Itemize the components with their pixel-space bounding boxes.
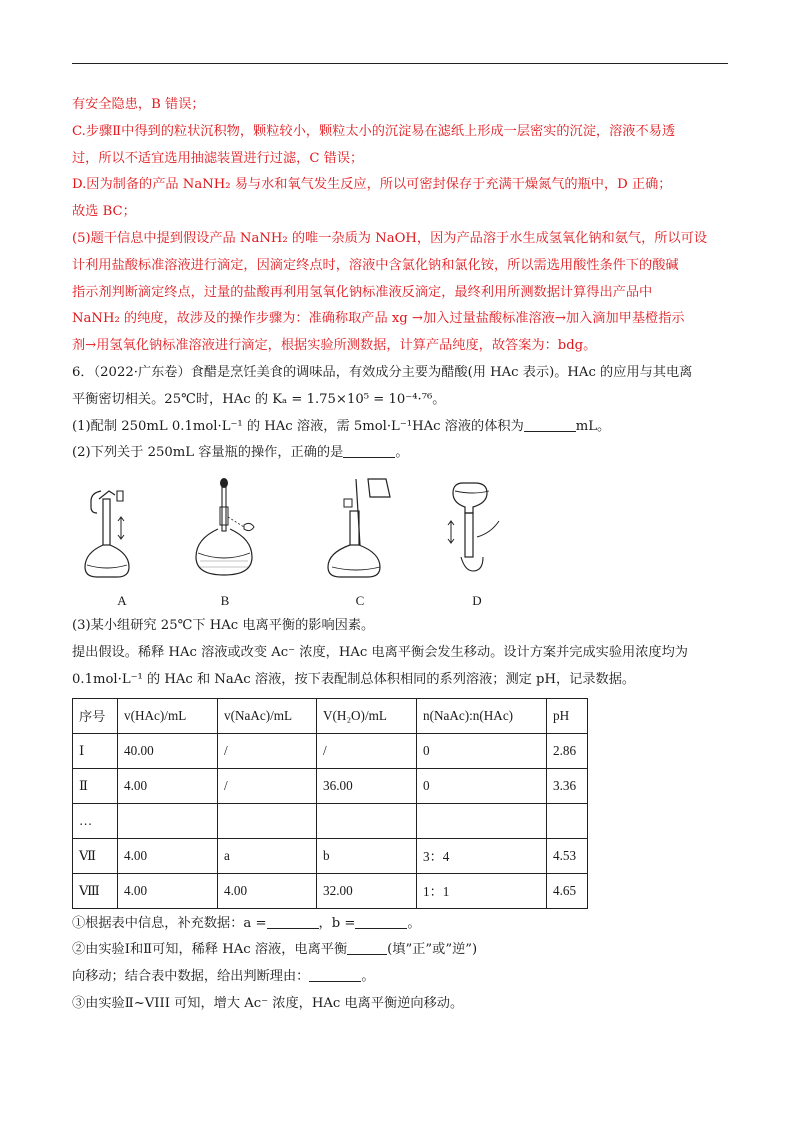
header-rule: [72, 63, 728, 64]
table-cell: b: [317, 838, 417, 873]
table-cell: /: [317, 733, 417, 768]
answer-blank[interactable]: [347, 940, 387, 955]
table-header: V(H₂O)/mL: [317, 698, 417, 733]
table-header: 序号: [73, 698, 118, 733]
table-cell: 4.53: [547, 838, 588, 873]
figure-b: [175, 477, 275, 609]
answer-line: 故选 BC；: [72, 204, 136, 220]
table-cell: a: [218, 838, 317, 873]
flask-pouring-glassrod-image: [310, 477, 410, 581]
answer-line: D.因为制备的产品 NaNH₂ 易与水和氧气发生反应，所以可密封保存于充满干燥氮气的瓶中，D 正确；: [72, 177, 672, 193]
flask-pipette-reading-image: [180, 477, 270, 581]
experiment-table: [72, 698, 588, 909]
figure-label: B: [220, 593, 230, 609]
table-cell: 3.36: [547, 768, 588, 803]
subquestion-3-2: ②由实验Ⅰ和Ⅱ可知，稀释 HAc 溶液，电离平衡 (填”正”或”逆”): [72, 942, 478, 958]
answer-blank-b[interactable]: [355, 914, 407, 929]
table-cell: 2.86: [547, 733, 588, 768]
table-cell: Ⅶ: [73, 838, 118, 873]
table-cell: [417, 803, 547, 838]
question-stem: 平衡密切相关。25℃时，HAc 的 Kₐ = 1.75×10⁵ = 10⁻⁴·⁷⁶。: [72, 391, 446, 407]
answer-line: 指示剂判断滴定终点，过量的盐酸再利用氢氧化钠标准液反滴定，最终利用所测数据计算得出产品中: [72, 284, 653, 300]
answer-line: 计利用盐酸标准溶液进行滴定，因滴定终点时，溶液中含氯化钠和氯化铵，所以需选用酸性条件下的酸碱: [72, 257, 679, 273]
table-cell: Ⅰ: [73, 733, 118, 768]
table-header: n(NaAc):n(HAc): [417, 698, 547, 733]
answer-line: 剂→用氢氧化钠标准溶液进行滴定，根据实验所测数据，计算产品纯度，故答案为：bdg。: [72, 338, 597, 354]
answer-line: C.步骤Ⅱ中得到的粒状沉积物，颗粒较小，颗粒太小的沉淀易在滤纸上形成一层密实的沉淀，溶液不易透: [72, 123, 676, 139]
answer-blank[interactable]: [309, 967, 361, 982]
table-cell: 36.00: [317, 768, 417, 803]
answer-line: 有安全隐患，B 错误；: [72, 97, 205, 112]
table-cell: 40.00: [118, 733, 218, 768]
answer-blank-a[interactable]: [267, 914, 319, 929]
figure-d: [427, 477, 527, 609]
answer-blank[interactable]: [343, 443, 395, 458]
hypothesis-line: 提出假设。稀释 HAc 溶液或改变 Ac⁻ 浓度，HAc 电离平衡会发生移动。设计方案并完成实验用浓度均为: [72, 644, 688, 660]
figure-label: D: [472, 593, 482, 609]
subquestion-3-3: ③由实验Ⅱ~VIII 可知，增大 Ac⁻ 浓度，HAc 电离平衡逆向移动。: [72, 995, 464, 1011]
flask-figures: [72, 477, 732, 609]
table-cell: 3：4: [417, 838, 547, 873]
table-row: [73, 838, 588, 873]
table-cell: [317, 803, 417, 838]
subquestion-1: (1)配制 250mL 0.1mol·L⁻¹ 的 HAc 溶液，需 5mol·L⁻¹HAc 溶液的体积为 mL。: [72, 418, 611, 434]
table-cell: 0: [417, 733, 547, 768]
table-cell: [118, 803, 218, 838]
answer-line: (5)题干信息中提到假设产品 NaNH₂ 的唯一杂质为 NaOH，因为产品溶于水生成氢氧化钠和氨气，所以可设: [72, 230, 708, 246]
table-row: [73, 803, 588, 838]
subquestion-3-2-reason: 向移动；结合表中数据，给出判断理由： 。: [72, 969, 375, 985]
subquestion-3: (3)某小组研究 25℃下 HAc 电离平衡的影响因素。: [72, 618, 375, 634]
table-cell: 32.00: [317, 873, 417, 908]
table-cell: /: [218, 768, 317, 803]
answer-line: 过，所以不适宜选用抽滤装置进行过滤，C 错误；: [72, 150, 364, 166]
table-cell: 4.00: [118, 768, 218, 803]
answer-line: NaNH₂ 的纯度，故涉及的操作步骤为：准确称取产品 xg →加入过量盐酸标准溶液→加入滴加甲基橙指示: [72, 311, 685, 327]
method-line: 0.1mol·L⁻¹ 的 HAc 和 NaAc 溶液，按下表配制总体积相同的系列溶液；测定 pH，记录数据。: [72, 671, 636, 687]
question-stem: 6．（2022·广东卷）食醋是烹饪美食的调味品，有效成分主要为醋酸(用 HAc 表示)。HAc 的应用与其电离: [72, 364, 693, 380]
table-cell: [218, 803, 317, 838]
answer-blank[interactable]: [524, 417, 576, 432]
table-row: [73, 733, 588, 768]
table-cell: 4.00: [118, 873, 218, 908]
table-header: pH: [547, 698, 588, 733]
figure-label: C: [355, 593, 365, 609]
table-cell: 0: [417, 768, 547, 803]
volumetric-flask-shake-image: [77, 477, 167, 581]
table-cell: [547, 803, 588, 838]
table-header: v(HAc)/mL: [118, 698, 218, 733]
figure-a: [72, 477, 172, 609]
answer-section: [72, 92, 732, 360]
question-section: [72, 360, 732, 1018]
figure-label: A: [117, 593, 127, 609]
table-cell: Ⅷ: [73, 873, 118, 908]
table-cell: Ⅱ: [73, 768, 118, 803]
document-body: [72, 92, 732, 1018]
table-header: v(NaAc)/mL: [218, 698, 317, 733]
subquestion-3-1: ①根据表中信息，补充数据：a = ，b = 。: [72, 915, 421, 931]
table-cell: 1：1: [417, 873, 547, 908]
table-header-row: [73, 698, 588, 733]
table-cell: 4.65: [547, 873, 588, 908]
table-cell: …: [73, 803, 118, 838]
flask-invert-mix-image: [427, 477, 527, 581]
table-cell: /: [218, 733, 317, 768]
table-cell: 4.00: [118, 838, 218, 873]
table-row: [73, 768, 588, 803]
table-cell: 4.00: [218, 873, 317, 908]
figure-c: [310, 477, 410, 609]
subquestion-2: (2)下列关于 250mL 容量瓶的操作，正确的是 。: [72, 445, 409, 461]
table-row: [73, 873, 588, 908]
